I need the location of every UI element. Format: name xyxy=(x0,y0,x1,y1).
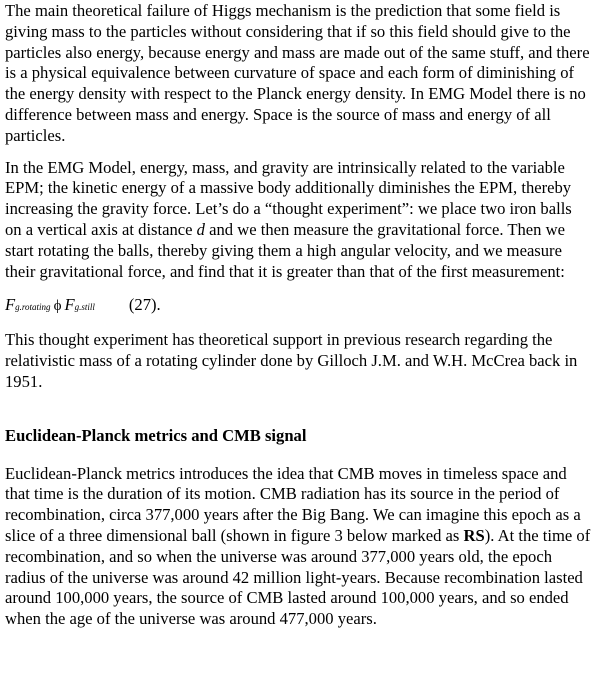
relation-symbol: ϕ xyxy=(53,298,62,315)
section-heading: Euclidean-Planck metrics and CMB signal xyxy=(5,425,307,445)
paragraph-emg-model xyxy=(5,158,592,283)
paragraph-euclidean-text-end: ). At the time of recombination, and so when the universe was around 377,000 years old, the epoch radius of the universe was around 42 million light-years. Because recombination lasted around 100,000 years, the source of CMB lasted around 100,000 years, and so ended when the age of the universe was around 477,000 years. xyxy=(5,525,591,629)
paragraph-emg-text-start: In the EMG Model, energy, mass, and gravity are intrinsically related to the variable EPM; the kinetic energy of a massive body additionally diminishes the EPM, thereby increasing the gravity force. Let’s do a “thought experiment”: we place two iron balls on a vertical axis at distance xyxy=(5,157,572,239)
paragraph-emg-text-end: and we then measure the gravitational force. Then we start rotating the balls, thereby giving them a high angular velocity, and we measure their gravitational force, and find that it is greater than that of the first measurement: xyxy=(5,219,565,281)
paragraph-euclidean-planck xyxy=(5,464,592,630)
distance-variable: d xyxy=(196,219,205,239)
force-still-symbol: F xyxy=(64,295,75,315)
paragraph-euclidean-text-start: Euclidean-Planck metrics introduces the idea that CMB moves in timeless space and that time is the duration of its motion. CMB radiation has its source in the period of recombination, circa 377,000 years after the Big Bang. We can imagine this epoch as a slice of a three dimensional ball (shown in figure 3 below marked as xyxy=(5,463,581,545)
paragraph-thought-experiment-support: This thought experiment has theoretical support in previous research regarding the relativistic mass of a rotating cylinder done by Gilloch J.M. and W.H. McCrea back in 1951. xyxy=(5,330,578,391)
force-rotating-symbol: F xyxy=(5,295,16,315)
force-still-subscript: g.still xyxy=(74,302,95,313)
equation-27 xyxy=(5,295,592,319)
equation-number: (27). xyxy=(128,295,161,315)
force-rotating-subscript: g.rotating xyxy=(15,302,51,313)
rs-label: RS xyxy=(463,525,485,545)
paragraph-higgs-failure: The main theoretical failure of Higgs mechanism is the prediction that some field is giving mass to the particles without considering that if so this field should give to the particles also energy, because energy and mass are made out of the same stuff, and there is a physical equivalence between curvature of space and each form of diminishing of the energy density with respect to the Planck energy density. In EMG Model there is no difference between mass and energy. Space is the source of mass and energy of all particles. xyxy=(5,1,590,145)
